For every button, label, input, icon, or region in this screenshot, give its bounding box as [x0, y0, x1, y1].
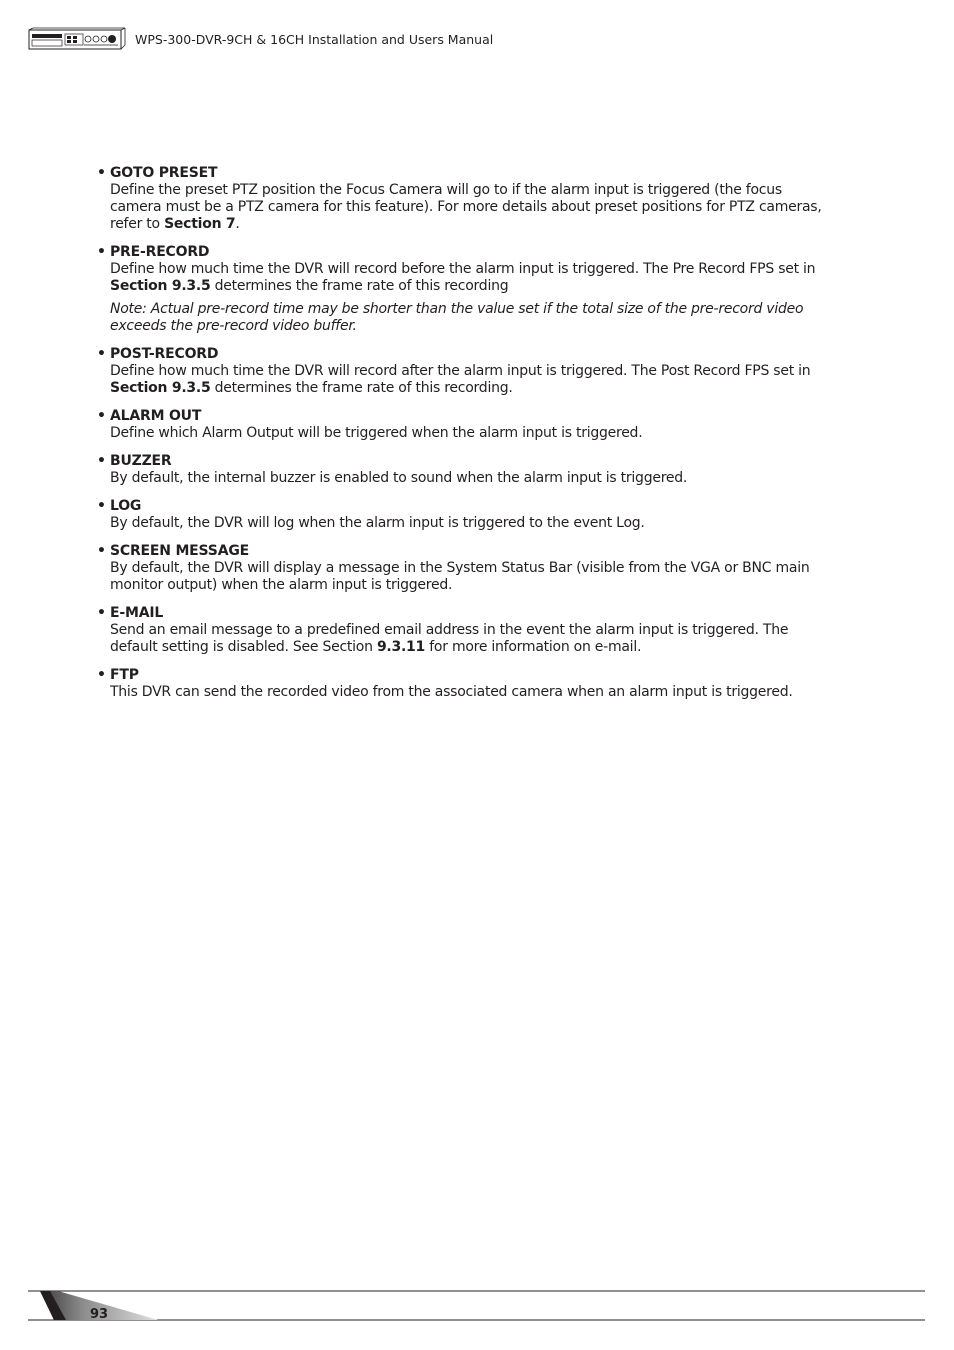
section-reference: Section 7: [164, 216, 236, 232]
setting-item: [97, 666, 837, 701]
dvr-unit-icon: [28, 27, 126, 51]
bullet-icon: •: [97, 543, 106, 559]
setting-heading-text: FTP: [110, 667, 139, 683]
description-text: By default, the DVR will display a message in the System Status Bar (visible from the VGA or BNC main monitor output) when the alarm input is triggered.: [110, 560, 810, 593]
section-reference: 9.3.11: [376, 639, 426, 655]
description-text: This DVR can send the recorded video from the associated camera when an alarm input is triggered.: [110, 684, 793, 700]
setting-item: [97, 604, 837, 656]
setting-heading-text: E-MAIL: [110, 605, 164, 621]
setting-heading: [97, 243, 837, 261]
bullet-icon: •: [97, 605, 106, 621]
description-text: Define how much time the DVR will record after the alarm input is triggered. The Post Record FPS set in: [110, 363, 811, 379]
section-reference: Section 9.3.5: [110, 380, 211, 396]
description-text: By default, the internal buzzer is enabled to sound when the alarm input is triggered.: [110, 470, 688, 486]
setting-description: [110, 470, 837, 487]
setting-item: [97, 164, 837, 233]
description-text: determines the frame rate of this recording: [210, 278, 509, 294]
description-text: By default, the DVR will log when the alarm input is triggered to the event Log.: [110, 515, 645, 531]
setting-description: [110, 363, 837, 397]
page-header: [28, 27, 493, 51]
setting-heading-text: SCREEN MESSAGE: [110, 543, 249, 559]
setting-item: [97, 497, 837, 532]
setting-heading-text: PRE-RECORD: [110, 244, 210, 260]
manual-title: WPS-300-DVR-9CH & 16CH Installation and Users Manual: [135, 31, 494, 47]
bullet-icon: •: [97, 498, 106, 514]
description-text: .: [235, 216, 240, 232]
setting-description: [110, 425, 837, 442]
setting-heading: [97, 164, 837, 182]
setting-heading-text: POST-RECORD: [110, 346, 219, 362]
setting-description: [110, 182, 837, 233]
setting-heading-text: GOTO PRESET: [110, 165, 218, 181]
bullet-icon: •: [97, 408, 106, 424]
setting-item: [97, 407, 837, 442]
setting-description: [110, 560, 837, 594]
setting-heading: [97, 666, 837, 684]
bullet-icon: •: [97, 453, 106, 469]
setting-heading-text: ALARM OUT: [110, 408, 202, 424]
alarm-settings-list: [97, 164, 837, 711]
description-text: Define the preset PTZ position the Focus Camera will go to if the alarm input is triggered (the focus camera must be a PTZ camera for this feature). For more details about preset positions for PTZ cameras, refer to: [110, 182, 822, 232]
footer-decoration-icon: [28, 1290, 925, 1321]
setting-item: [97, 243, 837, 335]
setting-heading: [97, 497, 837, 515]
setting-heading: [97, 407, 837, 425]
description-text: Send an email message to a predefined email address in the event the alarm input is triggered. The default setting is disabled. See Section: [110, 622, 789, 655]
description-text: for more information on e-mail.: [425, 639, 642, 655]
setting-description: [110, 684, 837, 701]
setting-item: [97, 452, 837, 487]
page-number: 93: [90, 1307, 109, 1322]
bullet-icon: •: [97, 244, 106, 260]
setting-heading: [97, 604, 837, 622]
setting-heading-text: LOG: [110, 498, 142, 514]
setting-heading: [97, 452, 837, 470]
setting-heading: [97, 542, 837, 560]
setting-description: [110, 515, 837, 532]
section-reference: Section 9.3.5: [110, 278, 211, 294]
description-text: Define how much time the DVR will record before the alarm input is triggered. The Pre Record FPS set in: [110, 261, 816, 277]
setting-note: Note: Actual pre-record time may be shorter than the value set if the total size of the pre-record video exceeds the pre-record video buffer.: [110, 301, 804, 334]
bullet-icon: •: [97, 346, 106, 362]
setting-description: [110, 261, 837, 295]
setting-item: [97, 542, 837, 594]
bullet-icon: •: [97, 667, 106, 683]
page-footer: [28, 1290, 925, 1321]
setting-description: [110, 622, 837, 656]
setting-heading-text: BUZZER: [110, 453, 172, 469]
description-text: Define which Alarm Output will be triggered when the alarm input is triggered.: [110, 425, 643, 441]
bullet-icon: •: [97, 165, 106, 181]
setting-item: [97, 345, 837, 397]
description-text: determines the frame rate of this recording.: [210, 380, 513, 396]
setting-heading: [97, 345, 837, 363]
